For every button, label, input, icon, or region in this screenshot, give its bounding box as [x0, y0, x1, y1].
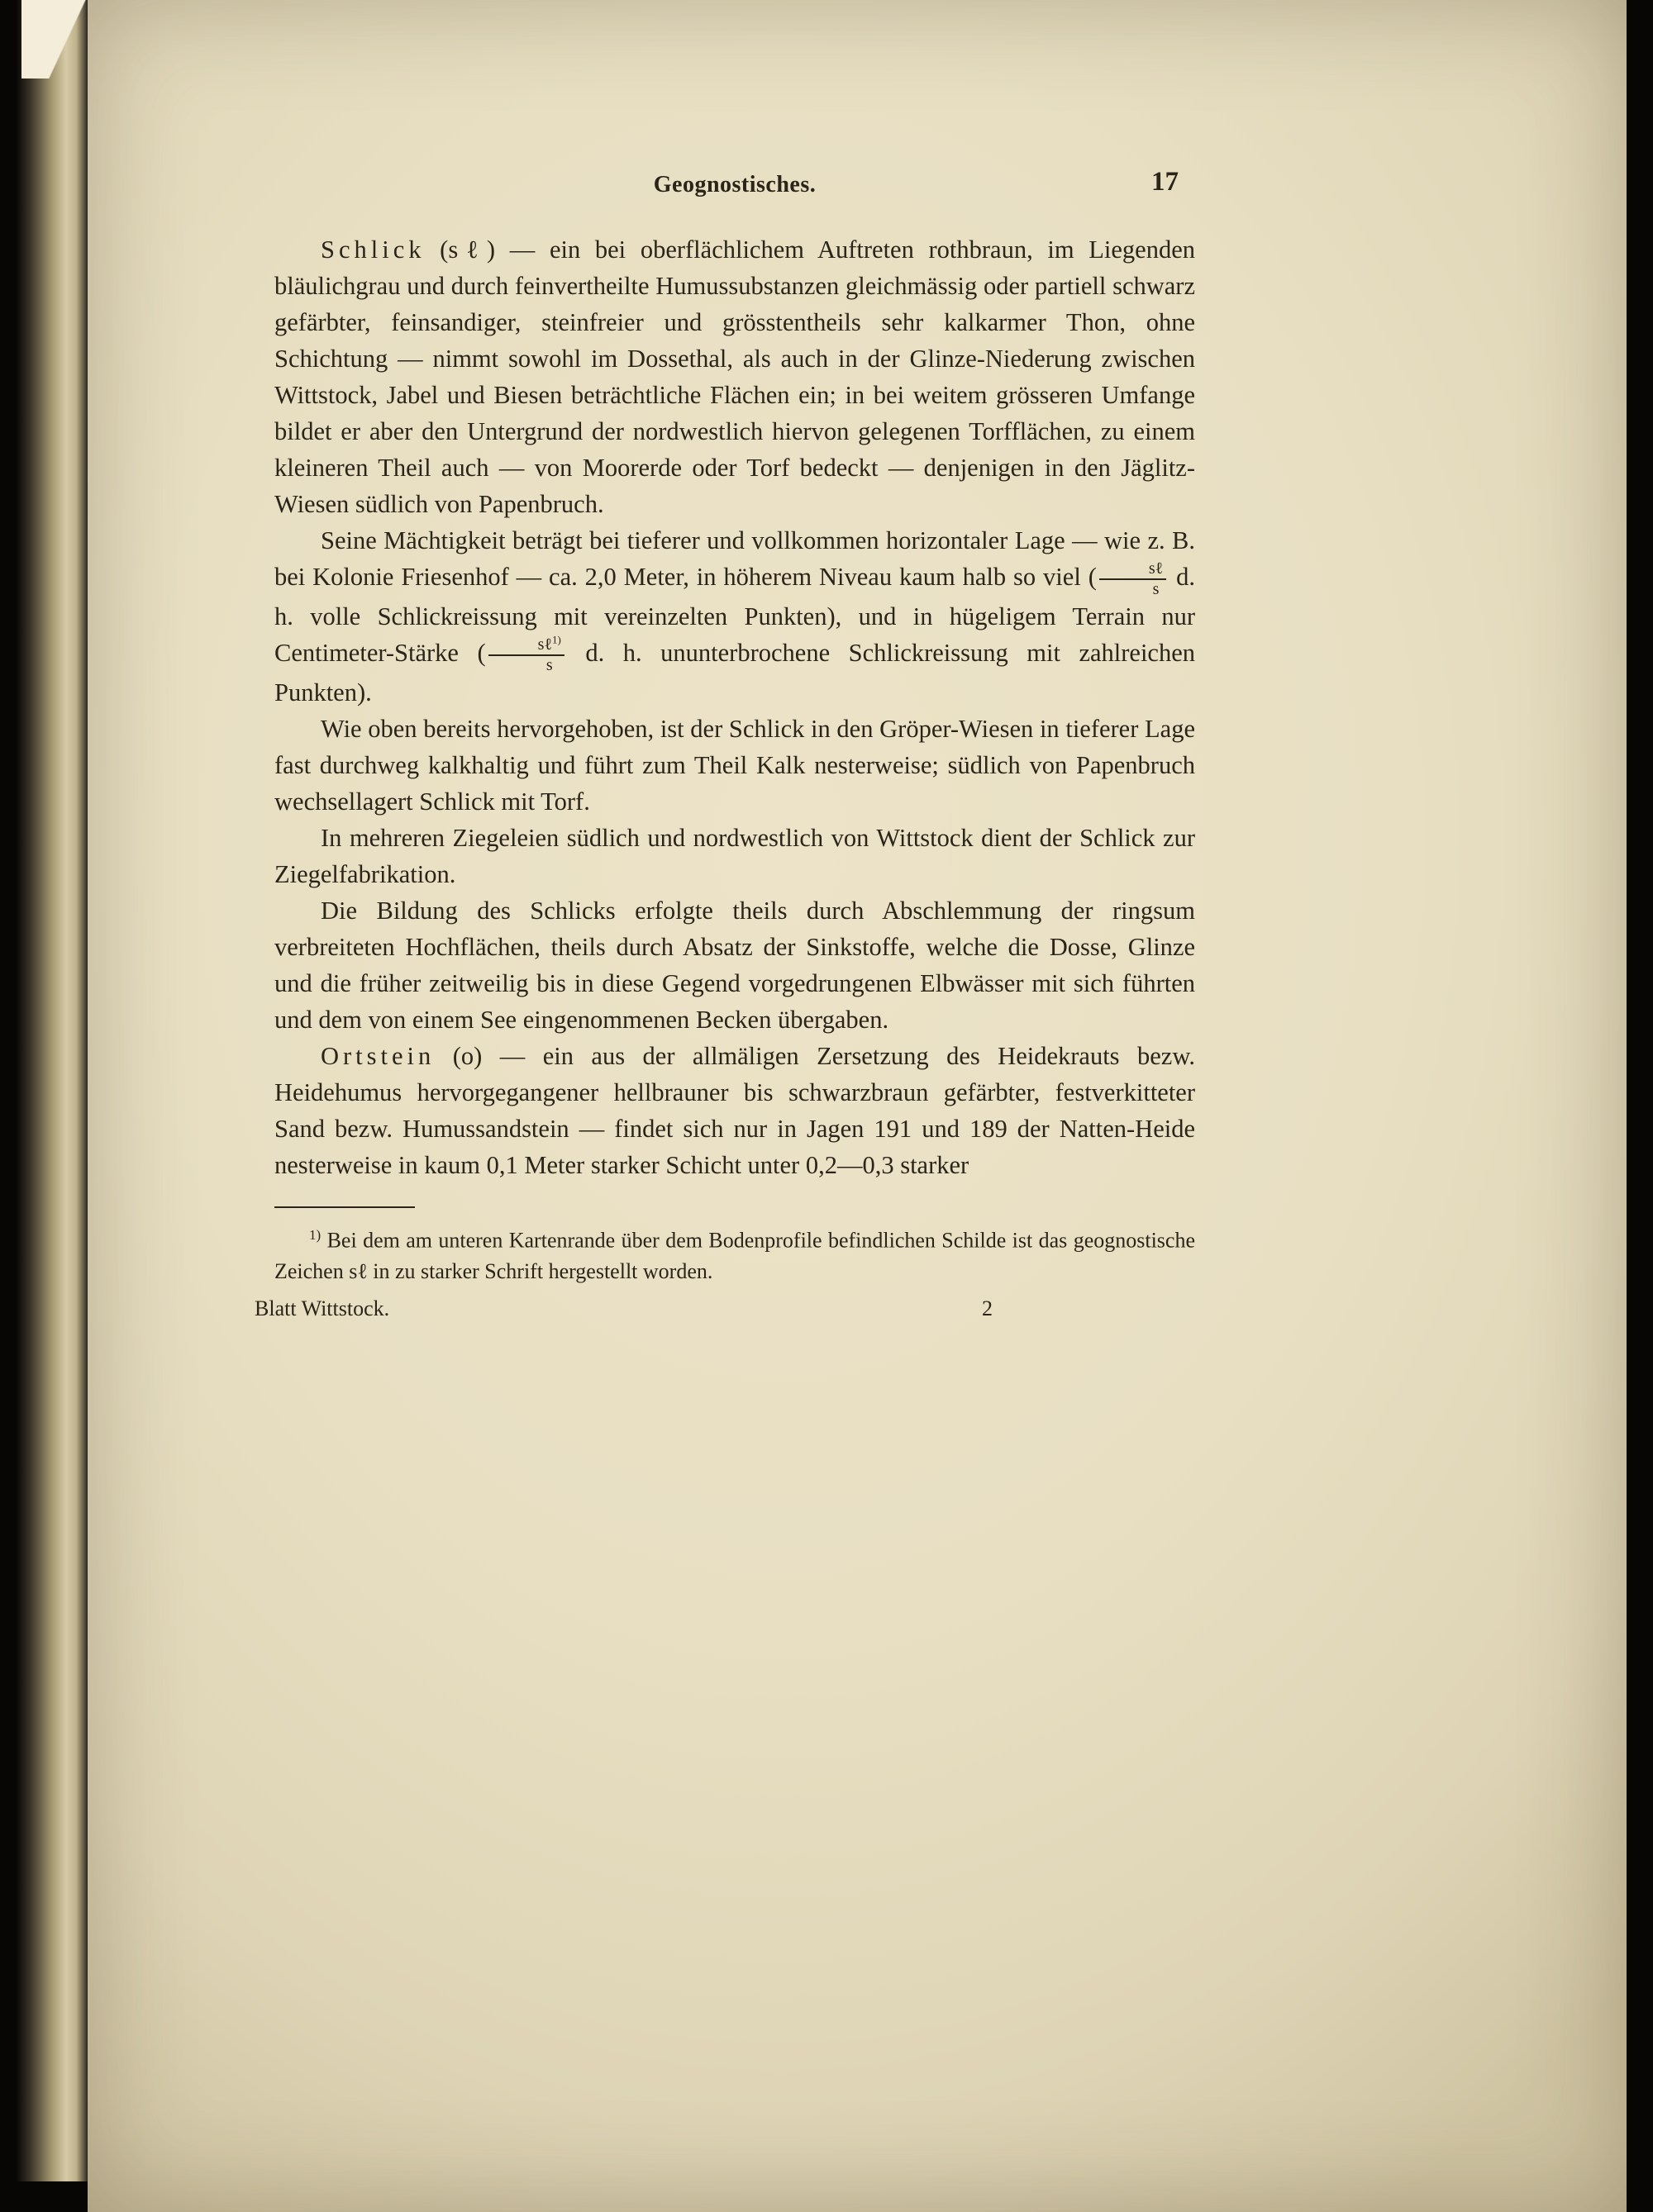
- term-ortstein: Ortstein: [321, 1042, 436, 1070]
- paragraph-maechtigkeit: [274, 522, 1195, 711]
- fraction-denominator: s: [1152, 580, 1160, 598]
- schlick-fraction-symbol-footnoted: [488, 633, 564, 674]
- paragraph-text: d. h. volle Schlickreissung mit vereinzelten Punkten), und in hügeligem Terrain nur Centimeter-Stärke (: [274, 563, 1196, 667]
- footnote-reference-mark: 1): [552, 633, 561, 646]
- page-footer: [255, 1296, 1195, 1331]
- footnote: [274, 1220, 1195, 1287]
- paragraph-text: Seine Mächtigkeit beträgt bei tieferer und vollkommen horizontaler Lage — wie z. B. bei Kolonie Friesenhof — ca. 2,0 Meter, in höherem Niveau kaum halb so viel (: [274, 526, 1195, 591]
- paragraph-text: (sℓ) — ein bei oberflächlichem Auftreten rothbraun, im Liegenden bläulichgrau und durch feinvertheilte Humussubstanzen gleichmässig oder partiell schwarz gefärbter, feinsandiger, steinfreier und grösstentheils sehr kalkarmer Thon, ohne Schichtung — nimmt sowohl im Dossethal, als auch in der Glinze-Niederung zwischen Wittstock, Jabel und Biesen beträchtliche Flächen ein; in bei weitem grösseren Umfange bildet er aber den Untergrund der nordwestlich hiervon gelegenen Torfflächen, zu einem kleineren Theil auch — von Moorerde oder Torf bedeckt — denjenigen in den Jäglitz-Wiesen südlich von Papenbruch.: [274, 235, 1195, 518]
- adjacent-page-edge: [17, 0, 89, 2181]
- running-header: Geognostisches.: [653, 172, 817, 197]
- term-schlick: Schlick: [321, 235, 426, 264]
- sheet-imprint: Blatt Wittstock.: [255, 1296, 390, 1320]
- book-page: [88, 0, 1627, 2212]
- fraction-numerator: sℓ: [1099, 560, 1166, 580]
- paragraph-text: d. h. ununterbrochene Schlickreissung mit zahlreichen Punkten).: [274, 639, 1195, 706]
- paragraph-ziegeleien: In mehreren Ziegeleien südlich und nordwestlich von Wittstock dient der Schlick zur Ziegelfabrikation.: [274, 824, 1195, 888]
- footnote-separator-rule: [274, 1206, 415, 1208]
- footnote-text: Bei dem am unteren Kartenrande über dem Bodenprofile befindlichen Schilde ist das geognostische Zeichen sℓ in zu starker Schrift hergestellt worden.: [274, 1228, 1195, 1283]
- footnote-marker: 1): [309, 1227, 322, 1243]
- paragraph-schlick: [274, 231, 1195, 522]
- fraction-base: sℓ: [537, 635, 553, 654]
- page-header: [274, 167, 1195, 221]
- paragraph-text: (o) — ein aus der allmäligen Zersetzung des Heidekrauts bezw. Heidehumus hervorgegangener hellbrauner bis schwarzbraun gefärbter, festverkitteter Sand bezw. Humussandstein — findet sich nur in Jagen 191 und 189 der Natten-Heide nesterweise in kaum 0,1 Meter starker Schicht unter 0,2—0,3 starker: [274, 1042, 1195, 1179]
- fraction-denominator: s: [545, 656, 553, 674]
- schlick-fraction-symbol: [1099, 560, 1166, 598]
- text-block: [255, 167, 1196, 1331]
- paragraph-bildung: Die Bildung des Schlicks erfolgte theils durch Abschlemmung der ringsum verbreiteten Hochflächen, theils durch Absatz der Sinkstoffe, welche die Dosse, Glinze und die früher zeitweilig bis in diese Gegend vorgedrungenen Elbwässer mit sich führten und dem von einem See eingenommenen Becken übergaben.: [274, 897, 1195, 1034]
- paragraph-groeper-wiesen: Wie oben bereits hervorgehoben, ist der Schlick in den Gröper-Wiesen in tieferer Lage fast durchweg kalkhaltig und führt zum Theil Kalk nesterweise; südlich von Papenbruch wechsellagert Schlick mit Torf.: [274, 715, 1195, 816]
- signature-mark: 2: [982, 1296, 993, 1320]
- fraction-numerator: [488, 633, 564, 656]
- page-number: 17: [1151, 167, 1179, 197]
- paragraph-ortstein: [274, 1038, 1195, 1183]
